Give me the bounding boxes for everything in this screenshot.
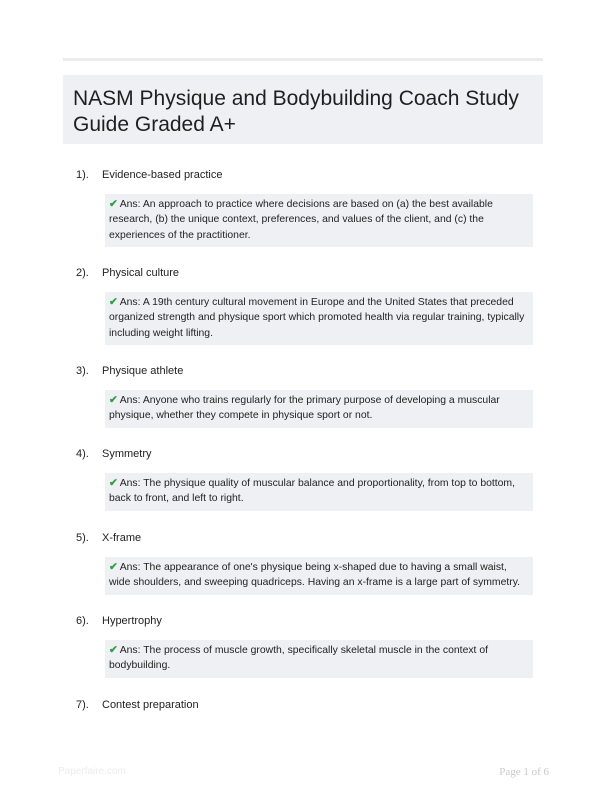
question-term: Evidence-based practice: [102, 169, 223, 181]
answer-text: Ans: A 19th century cultural movement in Europe and the United States that preceded organized strength and physique sport which promoted health via regular training, typically including weight lifting.: [109, 297, 525, 339]
check-icon: ✔: [109, 297, 118, 308]
answer-box: [105, 640, 533, 678]
top-divider: [63, 58, 543, 61]
question-number: 2).: [76, 267, 89, 279]
title-banner: [63, 75, 543, 144]
question-number: 6).: [76, 615, 89, 627]
footer-source: Paperfaire.com: [58, 766, 126, 777]
question-number: 5).: [76, 532, 89, 544]
page-title: NASM Physique and Bodybuilding Coach Study Guide Graded A+: [73, 87, 519, 136]
answer-text: Ans: The appearance of one's physique being x-shaped due to having a small waist, wide shoulders, and sweeping quadriceps. Having an x-frame is a large part of symmetry.: [109, 562, 521, 589]
answer-box: [105, 473, 533, 511]
question-term: Physique athlete: [102, 365, 184, 377]
question-number: 1).: [76, 169, 89, 181]
question-term: Hypertrophy: [102, 615, 162, 627]
question-term: Contest preparation: [102, 699, 199, 711]
question-term: X-frame: [102, 532, 142, 544]
answer-box: [105, 194, 533, 247]
answer-text: Ans: The physique quality of muscular balance and proportionality, from top to bottom, back to front, and left to right.: [109, 478, 515, 505]
answer-box: [105, 292, 533, 345]
answer-box: [105, 557, 533, 595]
check-icon: ✔: [109, 199, 118, 210]
check-icon: ✔: [109, 478, 118, 489]
answer-text: Ans: Anyone who trains regularly for the primary purpose of developing a muscular physique, whether they compete in physique sport or not.: [109, 395, 500, 422]
answer-text: Ans: An approach to practice where decisions are based on (a) the best available research, (b) the unique context, preferences, and values of the client, and (c) the experiences of the practitioner.: [109, 199, 493, 241]
check-icon: ✔: [109, 395, 118, 406]
question-number: 4).: [76, 448, 89, 460]
check-icon: ✔: [109, 645, 118, 656]
page-number: Page 1 of 6: [499, 766, 549, 778]
question-term: Physical culture: [102, 267, 180, 279]
question-number: 7).: [76, 699, 89, 711]
answer-box: [105, 390, 533, 428]
question-number: 3).: [76, 365, 89, 377]
check-icon: ✔: [109, 562, 118, 573]
answer-text: Ans: The process of muscle growth, specifically skeletal muscle in the context of bodybuilding.: [109, 645, 488, 672]
question-term: Symmetry: [102, 448, 152, 460]
